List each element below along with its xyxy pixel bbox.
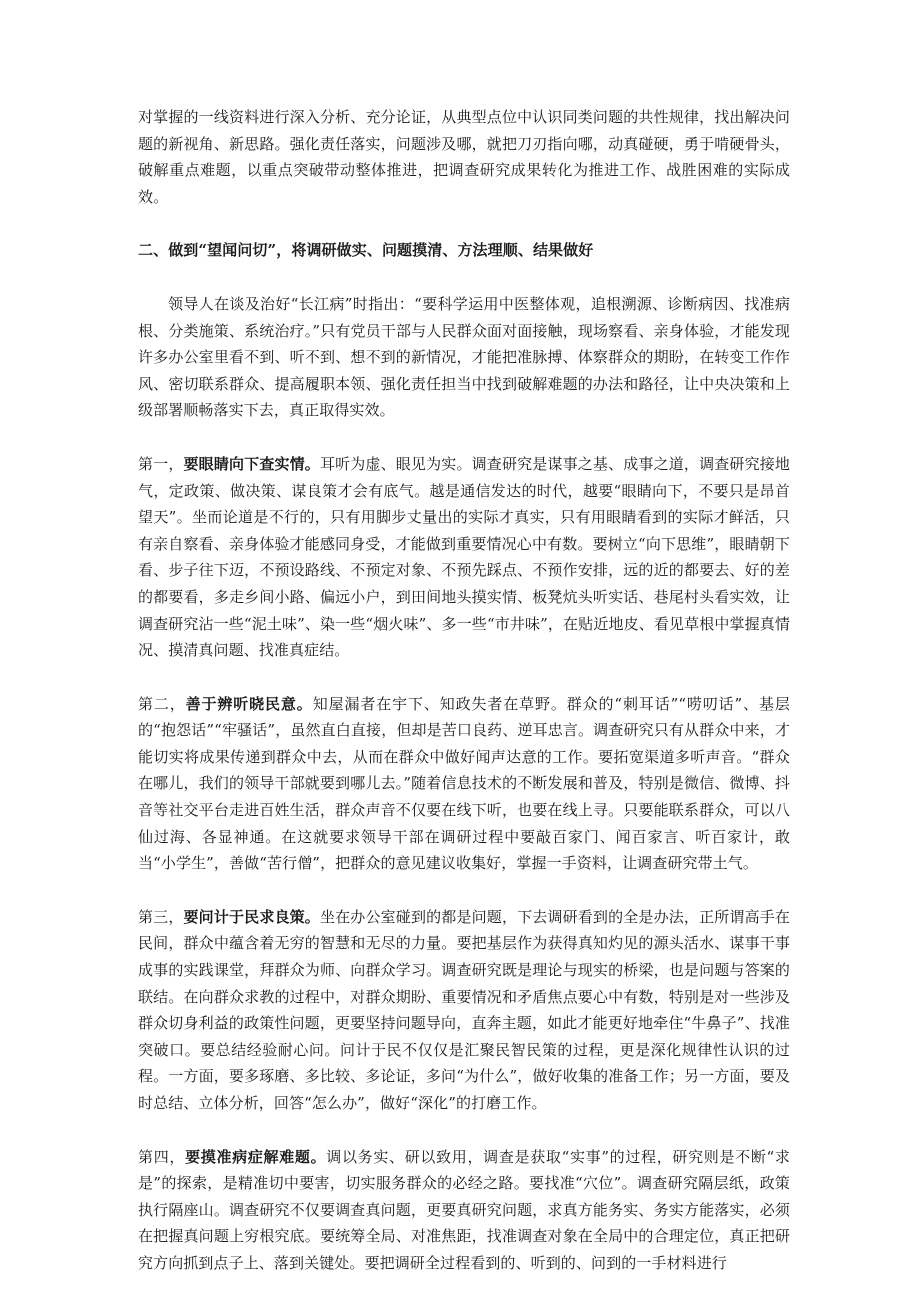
paragraph-point-1 (138, 451, 790, 664)
point-2-prefix: 第二， (138, 694, 186, 713)
document-page (138, 104, 790, 1277)
point-4-body: 调以务实、研以致用，调查是获取“实事”的过程，研究则是不断“求是”的探索，是精准切中要害，切实服务群众的必经之路。要找准“穴位”。调查研究隔层纸，政策执行隔座山。调查研究不仅要调查真问题，更要真研究问题，求真方能务实、务实方能落实，必须在把握真问题上穷根究底。要统筹全局、对准焦距，找准调查对象在全局中的合理定位，真正把研究方向抓到点子上、落到关键处。要把调研全过程看到的、听到的、问到的一手材料进行 (138, 1147, 791, 1272)
point-1-lead: 要眼睛向下查实情。 (183, 454, 320, 473)
paragraph-point-4 (138, 1144, 790, 1277)
paragraph-point-3 (138, 904, 790, 1117)
point-4-lead: 要摸准病症解难题。 (185, 1147, 327, 1166)
point-1-prefix: 第一， (138, 454, 184, 473)
point-2-body: 知屋漏者在宇下、知政失者在草野。群众的“刺耳话”“唠叨话”、基层的“抱怨话”“牢骚话”，虽然直白直接，但却是苦口良药、逆耳忠言。调查研究只有从群众中来，才能切实将成果传递到群众中去，从而在群众中做好闻声达意的工作。要拓宽渠道多听声音。“群众在哪儿，我们的领导干部就要到哪儿去。”随着信息技术的不断发展和普及，特别是微信、微博、抖音等社交平台走进百姓生活，群众声音不仅要在线下听，也要在线上寻。只要能联系群众，可以八仙过海、各显神通。在这就要求领导干部在调研过程中要敲百家门、闻百家言、听百家计，敢当“小学生”，善做“苦行僧”，把群众的意见建议收集好，掌握一手资料，让调查研究带土气。 (138, 694, 790, 873)
paragraph-intro: 对掌握的一线资料进行深入分析、充分论证，从典型点位中认识同类问题的共性规律，找出解决问题的新视角、新思路。强化责任落实，问题涉及哪，就把刀刃指向哪，动真碰硬，勇于啃硬骨头，破解重点难题，以重点突破带动整体推进，把调查研究成果转化为推进工作、战胜困难的实际成效。 (138, 108, 790, 206)
point-4-prefix: 第四， (138, 1147, 186, 1166)
point-3-prefix: 第三， (138, 907, 184, 926)
paragraph-point-2 (138, 691, 790, 877)
point-3-body: 坐在办公室碰到的都是问题，下去调研看到的全是办法，正所谓高手在民间，群众中蕴含着无穷的智慧和无尽的力量。要把基层作为获得真知灼见的源头活水、谋事干事成事的实践课堂，拜群众为师、向群众学习。调查研究既是理论与现实的桥梁，也是问题与答案的联结。在向群众求教的过程中，对群众期盼、重要情况和矛盾焦点要心中有数，特别是对一些涉及群众切身利益的政策性问题，更要坚持问题导向，直奔主题，如此才能更好地牵住“牛鼻子”、找准突破口。要总结经验耐心问。问计于民不仅仅是汇聚民智民策的过程，更是深化规律性认识的过程。一方面，要多琢磨、多比较、多论证，多问“为什么”，做好收集的准备工作；另一方面，要及时总结、立体分析，回答“怎么办”，做好“深化”的打磨工作。 (138, 907, 790, 1112)
point-1-body: 耳听为虚、眼见为实。调查研究是谋事之基、成事之道，调查研究接地气，定政策、做决策、谋良策才会有底气。越是通信发达的时代，越要“眼睛向下，不要只是昂首望天”。坐而论道是不行的，只有用脚步丈量出的实际才真实，只有用眼睛看到的实际才鲜活，只有亲自察看、亲身体验才能感同身受，才能做到重要情况心中有数。要树立“向下思维”，眼睛朝下看、步子往下迈，不预设路线、不预定对象、不预先踩点、不预作安排，远的近的都要去、好的差的都要看，多走乡间小路、偏远小户，到田间地头摸实情、板凳炕头听实话、巷尾村头看实效，让调查研究沾一些“泥土味”、染一些“烟火味”、多一些“市井味”，在贴近地皮、看见草根中掌握真情况、摸清真问题、找准真症结。 (138, 454, 790, 660)
point-2-lead: 善于辨听晓民意。 (185, 694, 313, 713)
section-heading: 二、做到“望闻问切”，将调研做实、问题摸清、方法理顺、结果做好 (138, 241, 594, 260)
point-3-lead: 要问计于民求良策。 (183, 907, 320, 926)
paragraph-overview: 领导人在谈及治好“长江病”时指出：“要科学运用中医整体观，追根溯源、诊断病因、找准病根、分类施策、系统治疗。”只有党员干部与人民群众面对面接触，现场察看、亲身体验，才能发现许多办公室里看不到、听不到、想不到的新情况，才能把准脉搏、体察群众的期盼，在转变工作作风、密切联系群众、提高履职本领、强化责任担当中找到破解难题的办法和路径，让中央决策和上级部署顺畅落实下去，真正取得实效。 (138, 294, 790, 420)
